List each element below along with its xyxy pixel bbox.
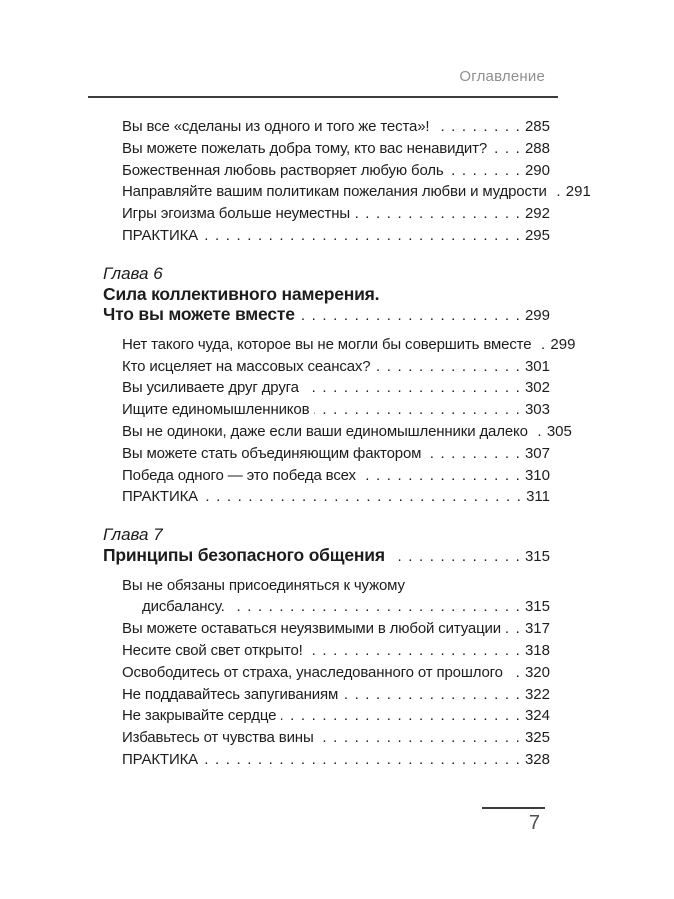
dot-leader (203, 749, 521, 771)
entry-title: Направляйте вашим политикам пожелания любви и мудрости (122, 183, 547, 201)
page-number: 303 (524, 401, 550, 419)
dot-leader (508, 662, 521, 684)
entry-title: Победа одного — это победа всех (122, 466, 356, 484)
dot-leader (319, 727, 521, 749)
page-number: 290 (524, 161, 550, 179)
dot-leader (536, 334, 546, 356)
toc-entry (122, 727, 550, 749)
page-number: 318 (524, 642, 550, 660)
entry-title: ПРАКТИКА (122, 488, 199, 506)
footer-rule (482, 807, 545, 836)
page-number: 302 (524, 379, 550, 397)
toc-section (88, 116, 591, 247)
entry-title: Вы не обязаны присоединяться к чужому (122, 576, 405, 594)
entry-title: Не поддавайтесь запугиваниям (122, 685, 339, 703)
entry-title: Божественная любовь растворяет любую боль (122, 161, 444, 179)
toc-entry (122, 399, 550, 421)
dot-leader (361, 465, 521, 487)
toc-section (88, 263, 576, 508)
toc-section (88, 524, 558, 771)
toc-entry (122, 421, 572, 443)
chapter-label: Глава 7 (103, 525, 163, 545)
toc-entry (122, 334, 576, 356)
toc-entry (122, 749, 550, 771)
toc (88, 116, 591, 771)
dot-leader (203, 486, 522, 508)
page-number: 292 (524, 205, 550, 223)
page-number: 317 (524, 620, 550, 638)
chapter-title-row (88, 545, 558, 568)
toc-entry-list (88, 334, 576, 508)
entry-title: Освободитесь от страха, унаследованного от прошлого (122, 663, 503, 681)
entry-title: Вы все «сделаны из одного и того же теста»! (122, 118, 430, 135)
dot-leader (390, 547, 521, 568)
toc-entry (122, 160, 550, 182)
toc-entry (122, 116, 550, 138)
toc-entry (122, 377, 550, 399)
page-number: 325 (524, 729, 550, 747)
page-number: 320 (524, 663, 550, 681)
toc-entry (122, 640, 550, 662)
dot-leader (426, 443, 521, 465)
page-number: 285 (524, 118, 550, 135)
dot-leader (375, 356, 521, 378)
page-number: 315 (524, 598, 550, 616)
entry-title: Избавьтесь от чувства вины (122, 729, 314, 747)
page-number: 315 (524, 548, 550, 566)
page-number: 322 (524, 685, 550, 703)
entry-title: Вы можете оставаться неуязвимыми в любой ситуации (122, 620, 502, 638)
toc-entry (122, 575, 550, 619)
toc-entry-list (88, 575, 558, 771)
chapter-label: Глава 6 (103, 263, 163, 283)
page-number: 301 (524, 357, 550, 375)
page-number: 310 (524, 466, 550, 484)
entry-title: Нет такого чуда, которое вы не могли бы совершить вместе (122, 335, 532, 353)
entry-title: Ищите единомышленников (122, 401, 310, 419)
dot-leader (506, 618, 521, 640)
entry-title: Вы не одиноки, даже если ваши единомышленники далеко (122, 422, 528, 440)
page-content (88, 66, 591, 771)
chapter-title: Что вы можете вместе (103, 304, 295, 325)
dot-leader (300, 306, 521, 327)
dot-leader (281, 705, 521, 727)
dot-leader (552, 181, 562, 203)
dot-leader (230, 596, 521, 618)
toc-entry (122, 465, 550, 487)
dot-leader (355, 203, 521, 225)
entry-title: ПРАКТИКА (122, 226, 199, 244)
entry-title: Вы можете стать объединяющим фактором (122, 444, 422, 462)
page-number: 328 (524, 751, 550, 769)
dot-leader (314, 399, 521, 421)
chapter-title-row (88, 304, 558, 327)
dot-leader (343, 684, 521, 706)
dot-leader (434, 116, 521, 138)
chapter-title: Сила коллективного намерения. (103, 283, 380, 304)
header-rule (88, 96, 558, 98)
running-header: Оглавление (459, 68, 545, 85)
page-number: 307 (524, 444, 550, 462)
chapter-title: Принципы безопасного общения (103, 545, 385, 566)
toc-entry (122, 138, 550, 160)
dot-leader (533, 421, 543, 443)
page-number: 288 (524, 139, 550, 157)
toc-entry (122, 684, 550, 706)
toc-entry (122, 356, 550, 378)
toc-entry (122, 486, 550, 508)
entry-title: Игры эгоизма больше неуместны (122, 205, 351, 223)
page-number: 291 (565, 183, 591, 201)
toc-entry (122, 705, 550, 727)
page-number: 299 (524, 307, 550, 325)
toc-entry-list (88, 116, 591, 247)
dot-leader (308, 640, 521, 662)
entry-title-continuation: дисбалансу. (142, 598, 225, 616)
toc-entry (122, 203, 550, 225)
entry-title: Не закрывайте сердце (122, 707, 277, 725)
page-number: 324 (524, 707, 550, 725)
dot-leader (203, 225, 521, 247)
dot-leader (492, 138, 521, 160)
dot-leader (449, 160, 521, 182)
entry-title: ПРАКТИКА (122, 751, 199, 769)
toc-entry (122, 181, 591, 203)
page-number: 299 (550, 335, 576, 353)
page-number: 305 (546, 422, 572, 440)
toc-entry (122, 225, 550, 247)
toc-entry (122, 662, 550, 684)
page-number: 295 (524, 226, 550, 244)
footer-page-number: 7 (528, 812, 540, 834)
toc-entry (122, 618, 550, 640)
entry-continuation-row (122, 596, 550, 618)
entry-title: Вы усиливаете друг друга (122, 379, 299, 397)
entry-title: Несите свой свет открыто! (122, 642, 303, 660)
dot-leader (304, 377, 521, 399)
entry-title: Кто исцеляет на массовых сеансах? (122, 357, 371, 375)
toc-entry (122, 443, 550, 465)
entry-title: Вы можете пожелать добра тому, кто вас ненавидит? (122, 139, 488, 157)
page-number: 311 (526, 488, 550, 506)
